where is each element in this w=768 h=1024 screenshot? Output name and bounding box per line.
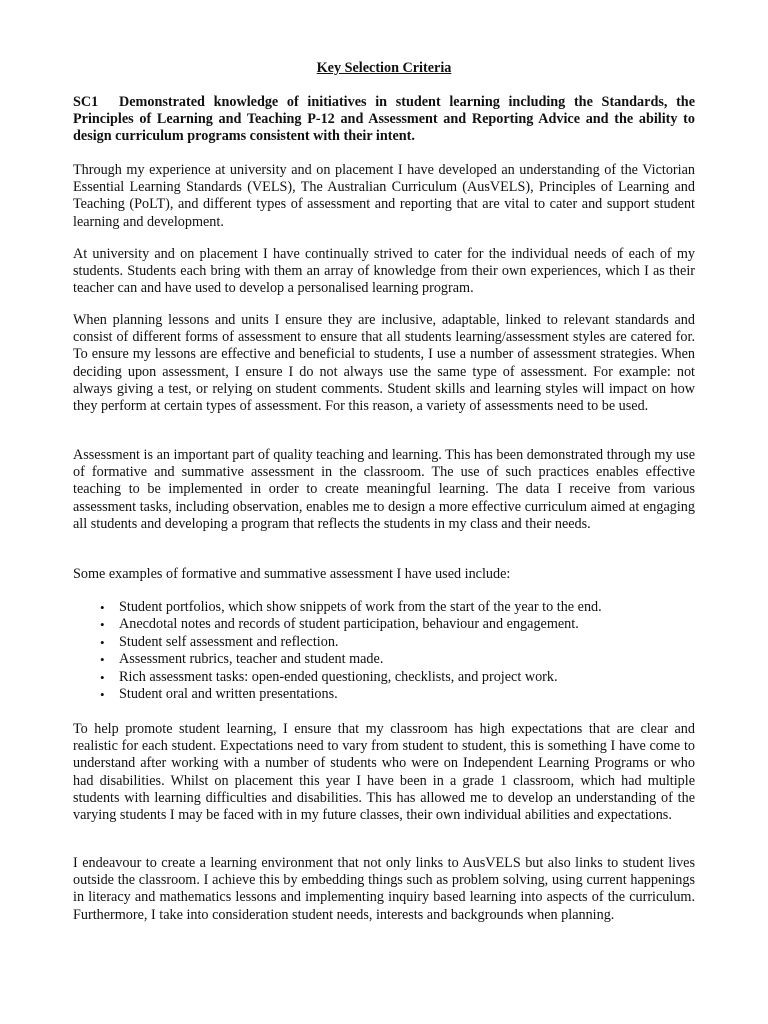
list-item: • Student self assessment and reflection. [100,633,339,650]
list-item: • Student portfolios, which show snippets of work from the start of the year to the end. [100,599,602,615]
list-item: • Rich assessment tasks: open-ended questioning, checklists, and project work. [100,668,558,685]
paragraph-high-expectations: To help promote student learning, I ensure that my classroom has high expectations that are clear and realistic for each student. Expectations need to vary from student to student, this is something I have come to understand after working with a number of students who were on Independent Learning Programs or who had disabilities. Whilst on placement this year I have been in a grade 1 classroom, which had multiple students with learning difficulties and disabilities. This has allowed me to develop an understanding of the varying students I may be faced with in my future classes, their own individual abilities and expectations. [73,721,695,824]
document-title: Key Selection Criteria [316,60,452,76]
bullet-icon: • [100,634,105,650]
criterion-text: Demonstrated knowledge of initiatives in student learning including the Standards, the Principles of Learning and Teaching P-12 and Assessment and Reporting Advice and the ability to design curriculum programs consistent with their intent. [73,94,695,145]
paragraph-individual-needs: At university and on placement I have continually strived to cater for the individual needs of each of my students. Students each bring with them an array of knowledge from their own experiences, which I as their teacher can and have used to develop a personalised learning program. [73,246,695,297]
bullet-icon: • [100,687,105,703]
bullet-icon: • [100,669,105,685]
paragraph-learning-environment: I endeavour to create a learning environment that not only links to AusVELS but also links to student lives outside the classroom. I achieve this by embedding things such as problem solving, using current happenings in literacy and mathematics lessons and implementing inquiry based learning into aspects of the curriculum. Furthermore, I take into consideration student needs, interests and backgrounds when planning. [73,855,695,923]
criterion-code: SC1 [73,94,99,110]
list-item: • Anecdotal notes and records of student participation, behaviour and engagement. [100,616,579,633]
assessment-examples-list [73,599,695,703]
bullet-icon: • [100,652,105,668]
bullet-icon: • [100,617,105,633]
list-item: • Student oral and written presentations. [100,686,338,703]
paragraph-assessment-examples-intro: Some examples of formative and summative assessment I have used include: [73,566,511,582]
paragraph-planning-lessons: When planning lessons and units I ensure they are inclusive, adaptable, linked to relevant standards and consist of different forms of assessment to ensure that all students learning/assessment styles are catered for. To ensure my lessons are effective and beneficial to students, I use a number of assessment strategies. When deciding upon assessment, I ensure I do not always use the same type of assessment. For example: not always giving a test, or relying on student comments. Student skills and learning styles will impact on how they perform at certain types of assessment. For this reason, a variety of assessments need to be used. [73,312,695,415]
paragraph-understanding: Through my experience at university and on placement I have developed an understanding of the Victorian Essential Learning Standards (VELS), The Australian Curriculum (AusVELS), Principles of Learning and Teaching (PoLT), and different types of assessment and reporting that are vital to cater and support student learning and development. [73,162,695,230]
bullet-icon: • [100,600,105,615]
list-item: • Assessment rubrics, teacher and student made. [100,651,384,668]
paragraph-assessment-importance: Assessment is an important part of quality teaching and learning. This has been demonstrated through my use of formative and summative assessment in the classroom. The use of such practices enables effective teaching to be implemented in order to create meaningful learning. The data I receive from various assessment tasks, including observation, enables me to design a more effective curriculum aimed at engaging all students and developing a program that reflects the students in my class and their needs. [73,447,695,532]
selection-criterion [73,94,695,146]
